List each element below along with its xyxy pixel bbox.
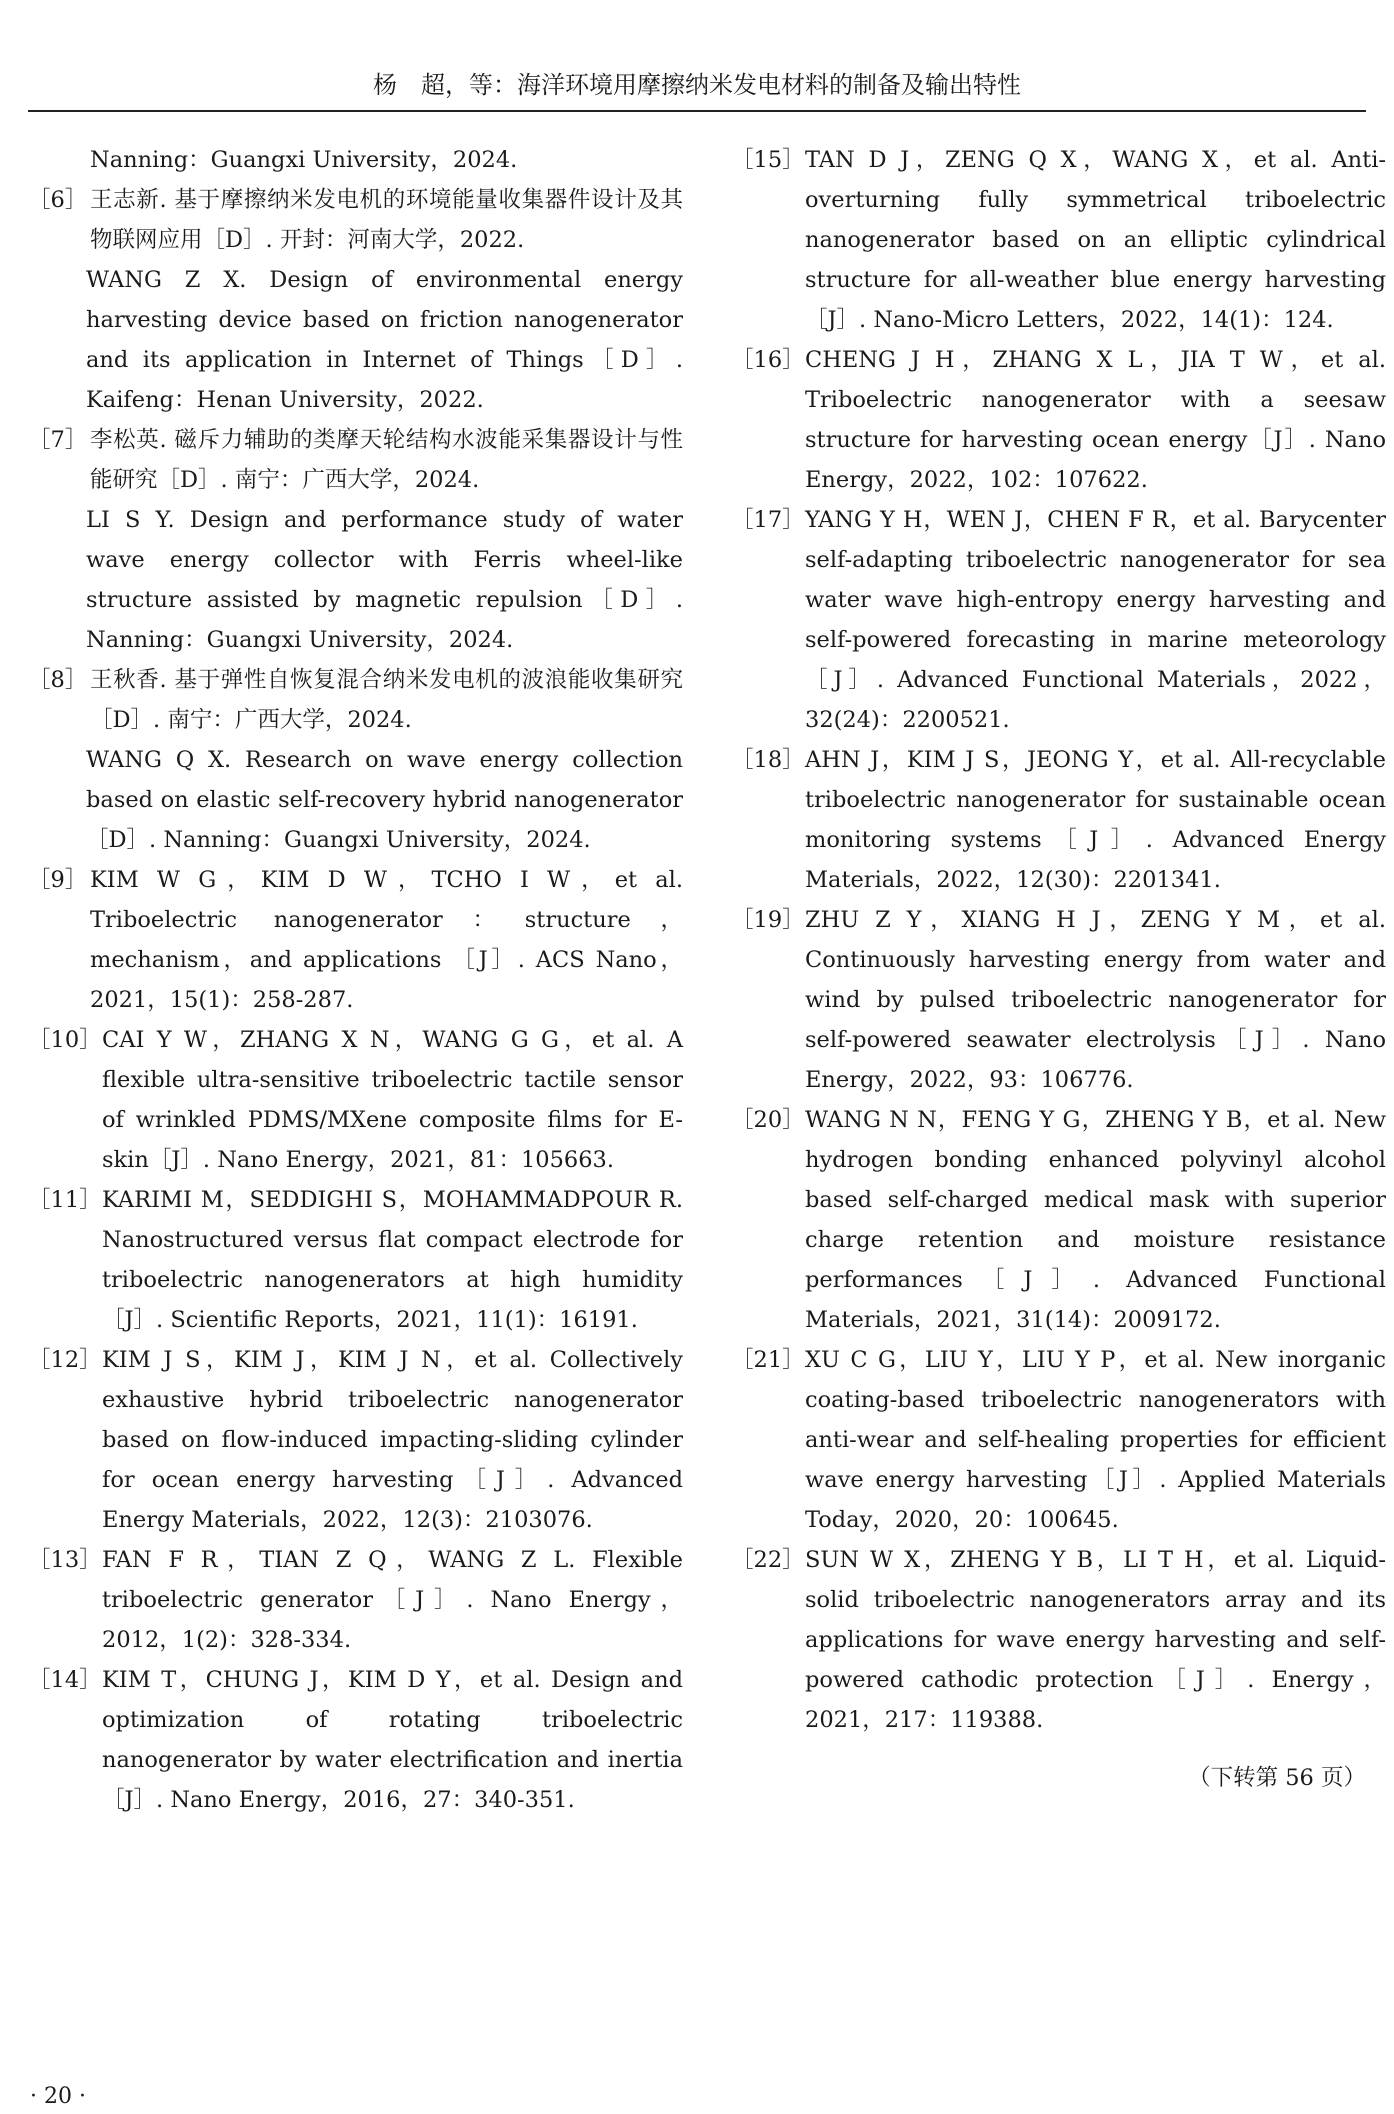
reference-item — [28, 180, 683, 420]
reference-text: ZHU Z Y，XIANG H J，ZENG Y M，et al. Continuously harvesting energy from water and wind by pulsed triboelectric nanogenerator for self-powered seawater electrolysis［J］. Nano Energy，2022，93：106776. — [805, 907, 1386, 1093]
reference-number: ［8］ — [28, 667, 88, 693]
reference-number: ［22］ — [731, 1547, 805, 1573]
reference-text-zh: 李松英. 磁斥力辅助的类摩天轮结构水波能采集器设计与性能研究［D］. 南宁：广西大学，2024. — [90, 427, 683, 493]
reference-item — [28, 1340, 683, 1540]
reference-item — [28, 1660, 683, 1820]
reference-number: ［20］ — [731, 1107, 805, 1133]
reference-item — [731, 140, 1386, 340]
page-number: · 20 · — [30, 2084, 86, 2109]
reference-item — [28, 420, 683, 660]
reference-text: XU C G，LIU Y，LIU Y P，et al. New inorganic coating-based triboelectric nanogenerators with anti-wear and self-healing properties for efficient wave energy harvesting［J］. Applied Materials Today，2020，20：100645. — [805, 1347, 1386, 1533]
reference-text: AHN J，KIM J S，JEONG Y，et al. All-recyclable triboelectric nanogenerator for sustainable ocean monitoring systems［J］. Advanced Energy Materials，2022，12(30)：2201341. — [805, 747, 1386, 893]
reference-number: ［12］ — [28, 1347, 102, 1373]
reference-column-right — [731, 140, 1386, 1740]
running-title: 杨 超，等：海洋环境用摩擦纳米发电材料的制备及输出特性 — [373, 71, 1021, 99]
reference-item — [731, 340, 1386, 500]
reference-number: ［14］ — [28, 1667, 102, 1693]
reference-item — [28, 860, 683, 1020]
reference-item — [731, 1340, 1386, 1540]
reference-item — [28, 1020, 683, 1180]
reference-number: ［18］ — [731, 747, 805, 773]
reference-text: FAN F R，TIAN Z Q，WANG Z L. Flexible triboelectric generator［J］. Nano Energy，2012，1(2)：328-334. — [102, 1547, 683, 1653]
reference-item — [731, 1100, 1386, 1340]
reference-number: ［7］ — [28, 427, 88, 453]
reference-text: CHENG J H，ZHANG X L，JIA T W，et al. Triboelectric nanogenerator with a seesaw structure for harvesting ocean energy［J］. Nano Energy，2022，102：107622. — [805, 347, 1386, 493]
reference-text-zh: 王志新. 基于摩擦纳米发电机的环境能量收集器件设计及其物联网应用［D］. 开封：河南大学，2022. — [90, 187, 683, 253]
reference-text-en: WANG Q X. Research on wave energy collection based on elastic self-recovery hybrid nanogenerator ［D］. Nanning：Guangxi University，2024. — [86, 747, 683, 853]
reference-item — [28, 1180, 683, 1340]
reference-number: ［10］ — [28, 1027, 102, 1053]
reference-text-zh: 王秋香. 基于弹性自恢复混合纳米发电机的波浪能收集研究［D］. 南宁：广西大学，2024. — [90, 667, 683, 733]
reference-number: ［6］ — [28, 187, 88, 213]
continued-on-note: （下转第 56 页） — [1188, 1765, 1366, 1791]
header-rule — [28, 110, 1366, 112]
reference-item — [731, 740, 1386, 900]
reference-item — [28, 660, 683, 860]
reference-number: ［13］ — [28, 1547, 102, 1573]
reference-continuation: Nanning：Guangxi University，2024. — [90, 147, 518, 173]
reference-number: ［15］ — [731, 147, 805, 173]
reference-number: ［19］ — [731, 907, 805, 933]
reference-item — [28, 1540, 683, 1660]
reference-item — [731, 900, 1386, 1100]
reference-number: ［17］ — [731, 507, 805, 533]
reference-number: ［21］ — [731, 1347, 805, 1373]
reference-text: KARIMI M，SEDDIGHI S，MOHAMMADPOUR R. Nanostructured versus flat compact electrode for triboelectric nanogenerators at high humidity［J］. Scientific Reports，2021，11(1)：16191. — [102, 1187, 683, 1333]
reference-text: KIM T，CHUNG J，KIM D Y，et al. Design and optimization of rotating triboelectric nanogenerator by water electrification and inertia［J］. Nano Energy，2016，27：340-351. — [102, 1667, 683, 1813]
reference-text: SUN W X，ZHENG Y B，LI T H，et al. Liquid-solid triboelectric nanogenerators array and its applications for wave energy harvesting and self-powered cathodic protection［J］. Energy，2021，217：119388. — [805, 1547, 1386, 1733]
reference-item — [731, 1540, 1386, 1740]
reference-text-en: LI S Y. Design and performance study of water wave energy collector with Ferris wheel-like structure assisted by magnetic repulsion［D］. Nanning：Guangxi University，2024. — [86, 507, 683, 653]
reference-text: KIM W G，KIM D W，TCHO I W，et al. Triboelectric nanogenerator：structure，mechanism，and applications ［J］. ACS Nano，2021，15(1)：258-287. — [90, 867, 683, 1013]
reference-text: CAI Y W，ZHANG X N，WANG G G，et al. A flexible ultra-sensitive triboelectric tactile sensor of wrinkled PDMS/MXene composite films for E-skin［J］. Nano Energy，2021，81：105663. — [102, 1027, 683, 1173]
reference-text: YANG Y H，WEN J，CHEN F R，et al. Barycenter self-adapting triboelectric nanogenerator for sea water wave high-entropy energy harvesting and self-powered forecasting in marine meteorology［J］. Advanced Functional Materials，2022，32(24)：2200521. — [805, 507, 1386, 733]
reference-text-en: WANG Z X. Design of environmental energy harvesting device based on friction nanogenerator and its application in Internet of Things［D］. Kaifeng：Henan University，2022. — [86, 267, 683, 413]
reference-number: ［9］ — [28, 867, 88, 893]
reference-item — [731, 500, 1386, 740]
reference-column-left — [28, 140, 683, 1820]
reference-text: WANG N N，FENG Y G，ZHENG Y B，et al. New hydrogen bonding enhanced polyvinyl alcohol based self-charged medical mask with superior charge retention and moisture resistance performances［J］. Advanced Functional Materials，2021，31(14)：2009172. — [805, 1107, 1386, 1333]
reference-text: KIM J S，KIM J，KIM J N，et al. Collectively exhaustive hybrid triboelectric nanogenerator based on flow-induced impacting-sliding cylinder for ocean energy harvesting［J］. Advanced Energy Materials，2022，12(3)：2103076. — [102, 1347, 683, 1533]
reference-text: TAN D J，ZENG Q X，WANG X，et al. Anti-overturning fully symmetrical triboelectric nanogenerator based on an elliptic cylindrical structure for all-weather blue energy harvesting［J］. Nano-Micro Letters，2022，14(1)：124. — [805, 147, 1386, 333]
reference-number: ［16］ — [731, 347, 805, 373]
reference-number: ［11］ — [28, 1187, 102, 1213]
